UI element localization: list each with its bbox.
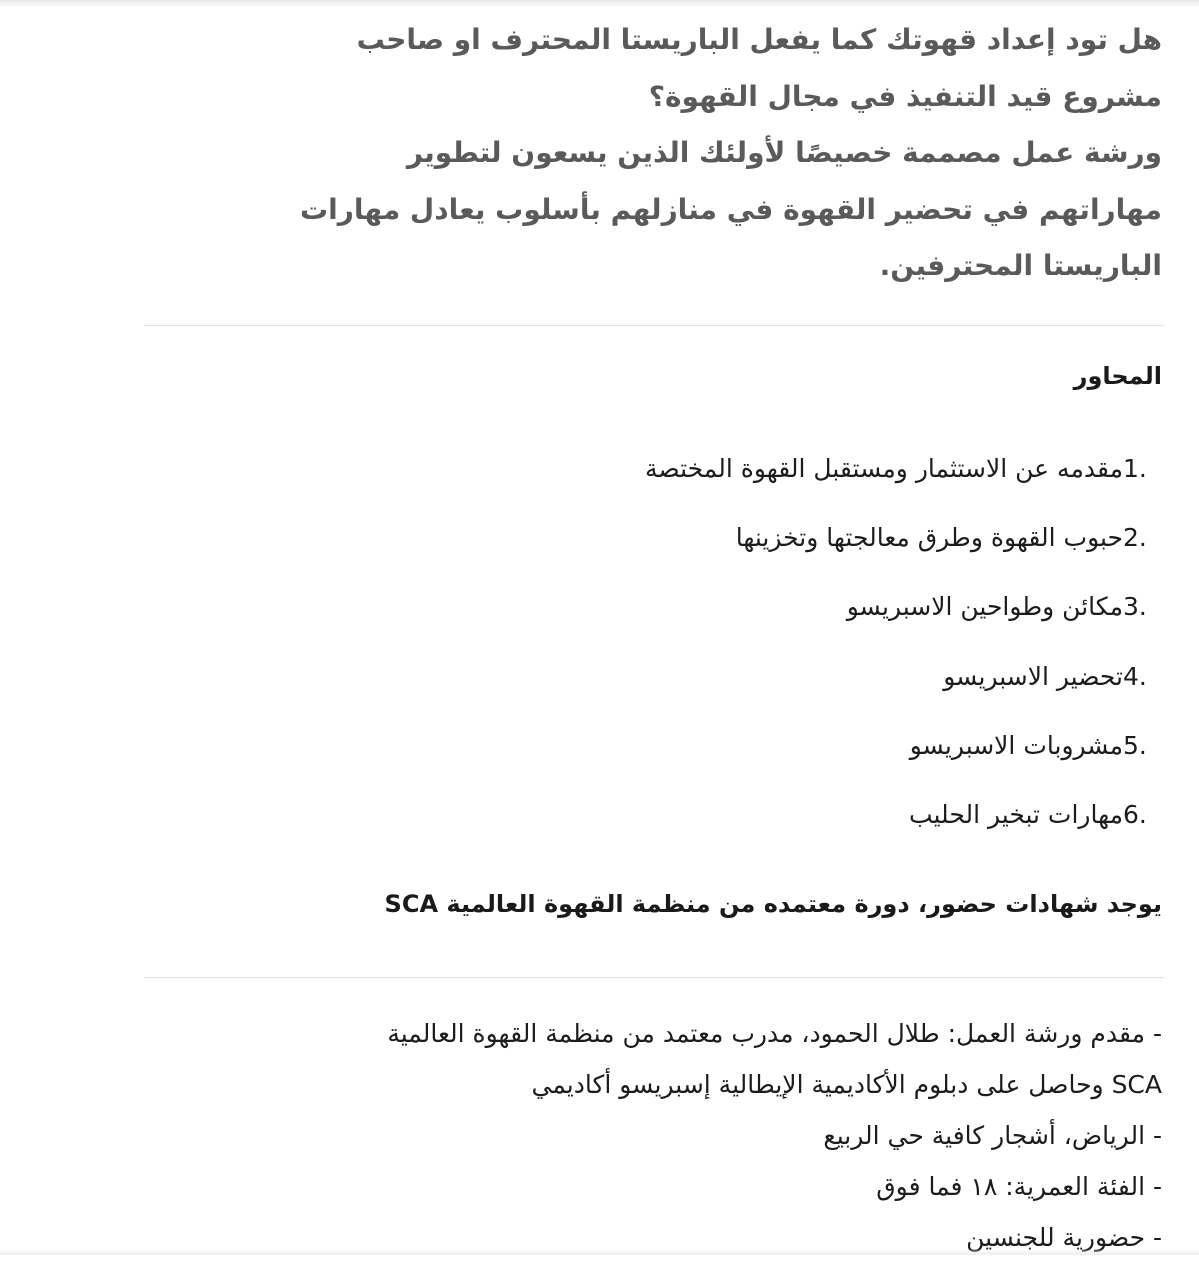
intro-line: الباريستا المحترفين. — [172, 238, 1162, 295]
intro-line: هل تود إعداد قهوتك كما يفعل الباريستا المحترف او صاحب — [172, 12, 1162, 69]
list-item — [159, 446, 1159, 515]
topic-text: حبوب القهوة وطرق معالجتها وتخزينها — [736, 515, 1123, 561]
topic-number: 1. — [1123, 446, 1159, 492]
intro-line: مهاراتهم في تحضير القهوة في منازلهم بأسلوب يعادل مهارات — [172, 182, 1162, 239]
topics-list — [159, 446, 1159, 861]
detail-line: SCA وحاصل على دبلوم الأكاديمية الإيطالية إسبريسو أكاديمي — [162, 1059, 1162, 1110]
certificate-note: يوجد شهادات حضور، دورة معتمده من منظمة القهوة العالمية SCA — [385, 890, 1162, 918]
topic-number: 6. — [1123, 792, 1159, 838]
list-item — [159, 723, 1159, 792]
bottom-edge-fade — [0, 1249, 1199, 1255]
intro-line: ورشة عمل مصممة خصيصًا لأولئك الذين يسعون لتطوير — [172, 125, 1162, 182]
detail-line: - حضورية للجنسين — [162, 1212, 1162, 1263]
topic-text: مقدمه عن الاستثمار ومستقبل القهوة المختصة — [645, 446, 1123, 492]
detail-line: - الرياض، أشجار كافية حي الربيع — [162, 1110, 1162, 1161]
topic-text: مكائن وطواحين الاسبريسو — [847, 584, 1123, 630]
detail-line: - الفئة العمرية: ١٨ فما فوق — [162, 1161, 1162, 1212]
topic-number: 2. — [1123, 515, 1159, 561]
topic-text: تحضير الاسبريسو — [943, 654, 1123, 700]
list-item — [159, 584, 1159, 653]
topic-number: 3. — [1123, 584, 1159, 630]
topic-number: 4. — [1123, 654, 1159, 700]
section-divider — [144, 325, 1164, 326]
topics-heading: المحاور — [1074, 362, 1162, 390]
list-item — [159, 654, 1159, 723]
topic-text: مشروبات الاسبريسو — [910, 723, 1123, 769]
intro-line: مشروع قيد التنفيذ في مجال القهوة؟ — [172, 69, 1162, 126]
topic-number: 5. — [1123, 723, 1159, 769]
event-details — [162, 1008, 1162, 1263]
intro-paragraph — [172, 12, 1162, 295]
section-divider — [144, 977, 1164, 978]
list-item — [159, 515, 1159, 584]
topic-text: مهارات تبخير الحليب — [909, 792, 1123, 838]
detail-line: - مقدم ورشة العمل: طلال الحمود، مدرب معتمد من منظمة القهوة العالمية — [162, 1008, 1162, 1059]
list-item — [159, 792, 1159, 861]
